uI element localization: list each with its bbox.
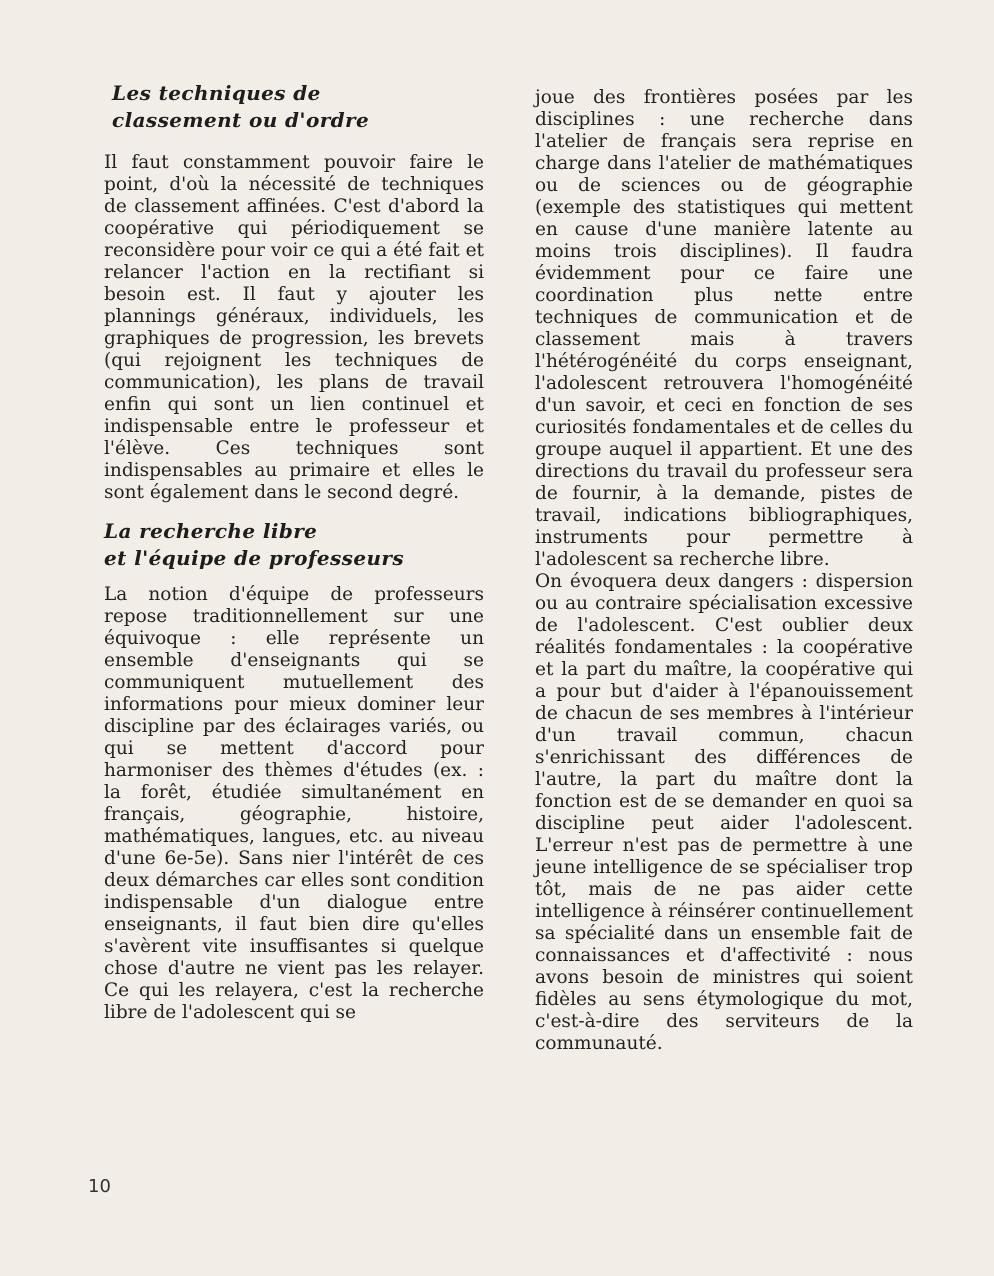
body-paragraph: La notion d'équipe de professeurs repose traditionnellement sur une équivoque : elle représente un ensemble d'enseignants qui se communiquent mutuellement des informations pour mieux dominer leur discipline par des éclairages variés, ou qui se mettent d'accord pour harmoniser des thèmes d'études (ex. : la forêt, étudiée simultanément en français, géographie, histoire, mathématiques, langues, etc. au niveau d'une 6e-5e). Sans nier l'intérêt de ces deux démarches car elles sont condition indispensable d'un dialogue entre enseignants, il faut bien dire qu'elles s'avèrent vite insuffisantes si quelque chose d'autre ne vient pas les relayer. Ce qui les relayera, c'est la recherche libre de l'adolescent qui se <box>104 584 484 1023</box>
left-column <box>104 80 484 1024</box>
heading-line: Les techniques de <box>112 81 321 105</box>
body-paragraph: On évoquera deux dangers : dispersion ou au contraire spécialisation excessive de l'adolescent. C'est oublier deux réalités fondamentales : la coopérative et la part du maître, la coopérative qui a pour but d'aider à l'épanouissement de chacun de ses membres à l'intérieur d'un travail commun, chacun s'enrichissant des différences de l'autre, la part du maître dont la fonction est de se demander en quoi sa discipline peut aider l'adolescent. L'erreur n'est pas de permettre à une jeune intelligence de se spécialiser trop tôt, mais de ne pas aider cette intelligence à réinsérer continuellement sa spécialité dans un ensemble fait de connaissances et d'affectivité : nous avons besoin de ministres qui soient fidèles au sens étymologique du mot, c'est-à-dire des serviteurs de la communauté. <box>535 571 913 1054</box>
section-heading-recherche-libre <box>104 518 484 572</box>
section-heading-classement <box>112 80 484 134</box>
right-column <box>535 87 913 1055</box>
body-paragraph: Il faut constamment pouvoir faire le point, d'où la nécessité de techniques de classement affinées. C'est d'abord la coopérative qui périodiquement se reconsidère pour voir ce qui a été fait et relancer l'action en la rectifiant si besoin est. Il faut y ajouter les plannings généraux, individuels, les graphiques de progression, les brevets (qui rejoignent les techniques de communication), les plans de travail enfin qui sont un lien continuel et indispensable entre le professeur et l'élève. Ces techniques sont indispensables au primaire et elles le sont également dans le second degré. <box>104 152 484 503</box>
heading-line: La recherche libre <box>104 519 318 543</box>
heading-line: classement ou d'ordre <box>112 108 370 132</box>
page-number: 10 <box>88 1176 111 1197</box>
heading-line: et l'équipe de professeurs <box>104 546 405 570</box>
body-paragraph: joue des frontières posées par les disciplines : une recherche dans l'atelier de français sera reprise en charge dans l'atelier de mathématiques ou de sciences ou de géographie (exemple des statistiques qui mettent en cause d'une manière latente au moins trois disciplines). Il faudra évidemment pour ce faire une coordination plus nette entre techniques de communication et de classement mais à travers l'hétérogénéité du corps enseignant, l'adolescent retrouvera l'homogénéité d'un savoir, et ceci en fonction de ses curiosités fondamentales et de celles du groupe auquel il appartient. Et une des directions du travail du professeur sera de fournir, à la demande, pistes de travail, indications bibliographiques, instruments pour permettre à l'adolescent sa recherche libre. <box>535 87 913 570</box>
